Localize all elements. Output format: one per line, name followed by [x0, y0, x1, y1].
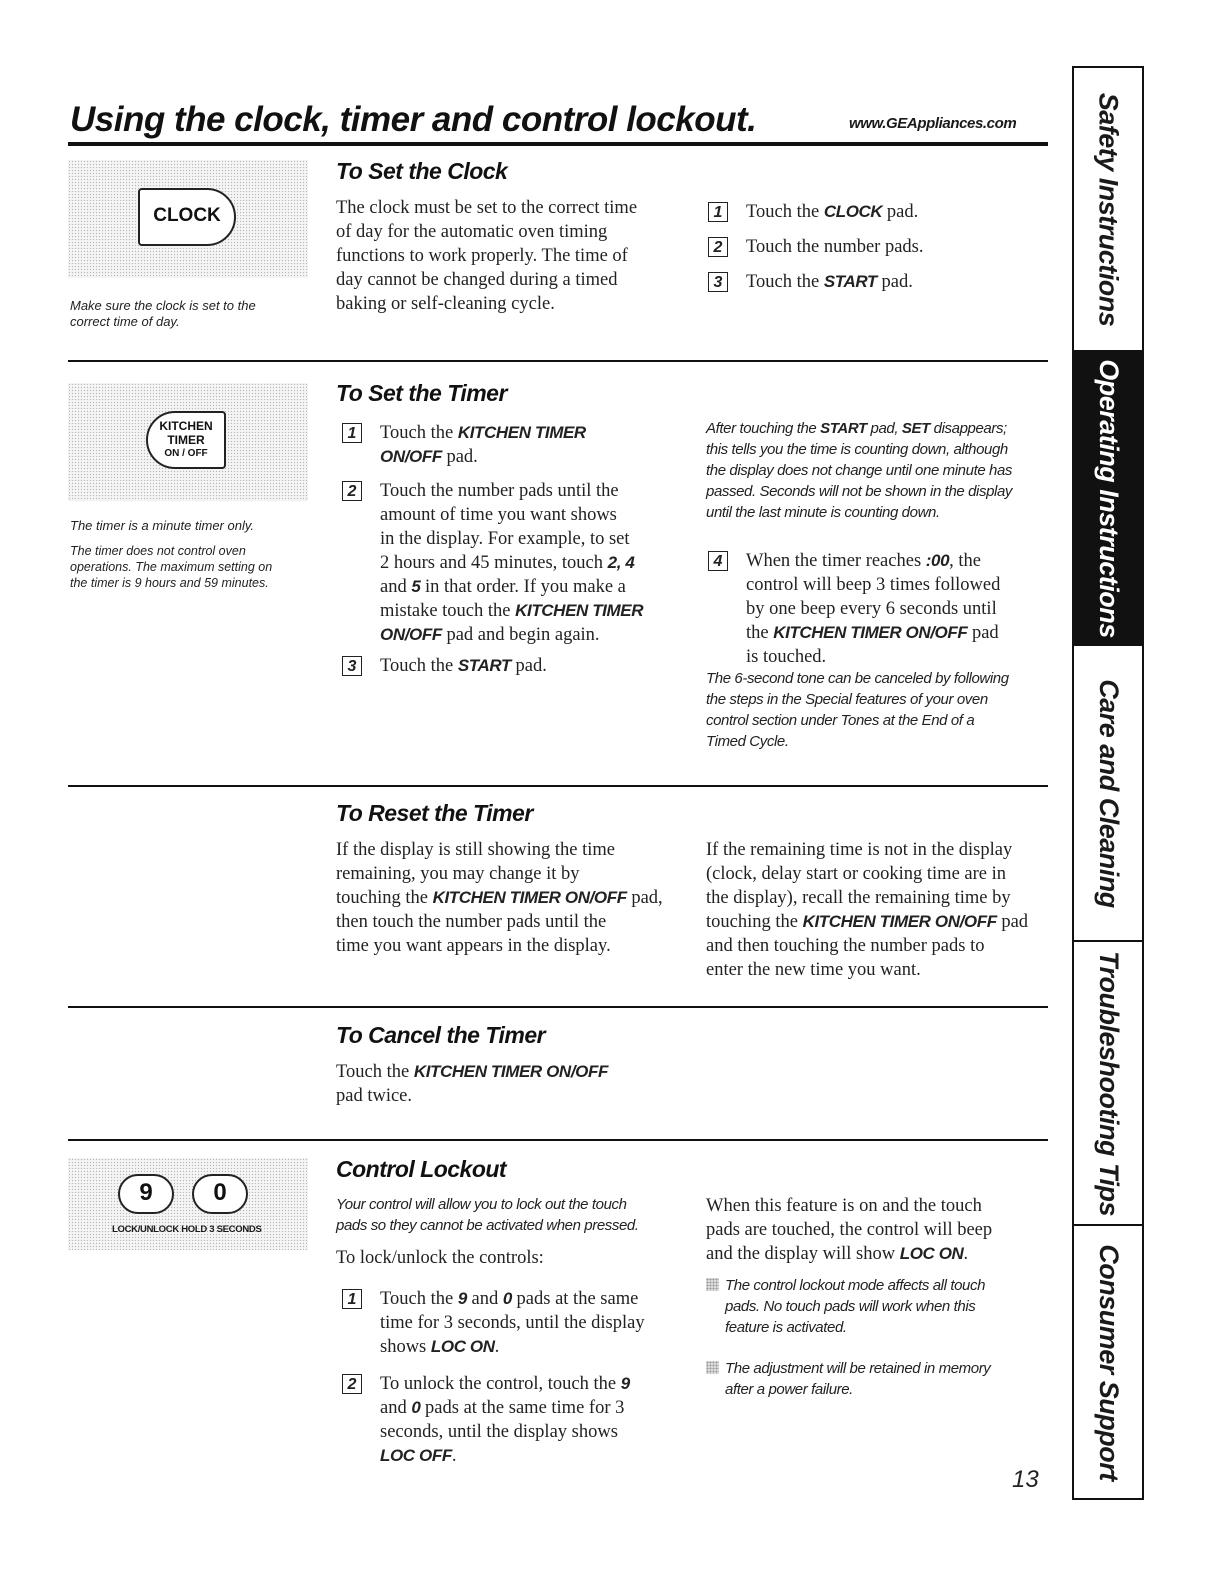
header-rule	[68, 142, 1048, 146]
timer-caption-1: The timer is a minute timer only.	[70, 518, 254, 533]
lockout-right-text: When this feature is on and the touch pads are touched, the control will beep and the display will show LOC ON.	[706, 1196, 993, 1264]
step-number: 2	[708, 237, 728, 257]
set-timer-heading: To Set the Timer	[336, 380, 507, 406]
lockout-note-2: The adjustment will be retained in memory after a power failure.	[706, 1358, 990, 1400]
control-lockout-heading: Control Lockout	[336, 1156, 507, 1182]
tab-consumer-support[interactable]: Consumer Support	[1093, 1243, 1124, 1481]
section-divider	[68, 360, 1048, 362]
set-clock-heading: To Set the Clock	[336, 158, 508, 184]
step-number: 2	[342, 1374, 362, 1394]
section-divider	[68, 785, 1048, 787]
tone-cancel-note: The 6-second tone can be canceled by following the steps in the Special features of your oven control section under Tones at the End of a Timed Cycle.	[706, 670, 1009, 750]
page-title: Using the clock, timer and control lockout.	[70, 100, 757, 139]
lockout-pads-illustration	[68, 1158, 308, 1250]
lockout-pad-caption: LOCK/UNLOCK HOLD 3 SECONDS	[112, 1224, 262, 1235]
lockout-note-1: The control lockout mode affects all touch pads. No touch pads will work when this feature is activated.	[706, 1275, 985, 1338]
step-number: 1	[342, 1289, 362, 1309]
section-divider	[68, 1139, 1048, 1141]
pad-0: 0	[192, 1174, 248, 1214]
section-divider	[68, 1006, 1048, 1008]
step-number: 3	[708, 272, 728, 292]
reset-timer-left-text: If the display is still showing the time remaining, you may change it by touching the KITCHEN TIMER ON/OFF pad, then touch the number pads until the time you want appears in the display.	[336, 840, 663, 956]
tab-care-and-cleaning[interactable]: Care and Cleaning	[1074, 646, 1142, 942]
tab-operating-instructions[interactable]: Operating Instructions	[1074, 352, 1142, 646]
reset-timer-heading: To Reset the Timer	[336, 800, 533, 826]
timer-caption-2: The timer does not control oven operations. The maximum setting on the timer is 9 hours and 59 minutes.	[70, 544, 273, 590]
tab-troubleshooting-tips[interactable]: Troubleshooting Tips	[1074, 942, 1142, 1226]
pad-9: 9	[118, 1174, 174, 1214]
step-number: 1	[708, 202, 728, 222]
clock-caption: Make sure the clock is set to the correct time of day.	[70, 298, 256, 329]
section-tabs	[1072, 66, 1144, 1500]
reset-timer-right-text: If the remaining time is not in the display (clock, delay start or cooking time are in the display), recall the remaining time by touching the KITCHEN TIMER ON/OFF pad and then touching the number pads to enter the new time you want.	[706, 840, 1029, 980]
step-number: 3	[342, 656, 362, 676]
step-number: 4	[708, 551, 728, 571]
kitchen-timer-pad-illustration	[68, 383, 308, 501]
bullet-icon	[706, 1361, 719, 1374]
clock-pad: CLOCK	[138, 188, 236, 246]
bullet-icon	[706, 1278, 719, 1291]
lockout-intro: Your control will allow you to lock out the touch pads so they cannot be activated when pressed.	[336, 1196, 639, 1234]
cancel-timer-text: Touch the KITCHEN TIMER ON/OFF pad twice.	[336, 1062, 608, 1106]
cancel-timer-heading: To Cancel the Timer	[336, 1022, 546, 1048]
kitchen-timer-pad: KITCHEN TIMER ON / OFF	[146, 411, 226, 469]
lockout-lead: To lock/unlock the controls:	[336, 1248, 544, 1268]
website-url[interactable]: www.GEAppliances.com	[849, 115, 1017, 132]
timer-start-note: After touching the START pad, SET disappears; this tells you the time is counting down, although the display does not change until one minute has passed. Seconds will not be shown in the display until the last minute is counting down.	[706, 420, 1013, 521]
step-number: 1	[342, 423, 362, 443]
clock-pad-illustration	[68, 160, 308, 278]
tab-safety-instructions[interactable]: Safety Instructions	[1074, 68, 1142, 352]
step-number: 2	[342, 481, 362, 501]
set-clock-body: The clock must be set to the correct time of day for the automatic oven timing functions to work properly. The time of day cannot be changed during a timed baking or self-cleaning cycle.	[336, 198, 638, 314]
page-number: 13	[1012, 1466, 1039, 1493]
